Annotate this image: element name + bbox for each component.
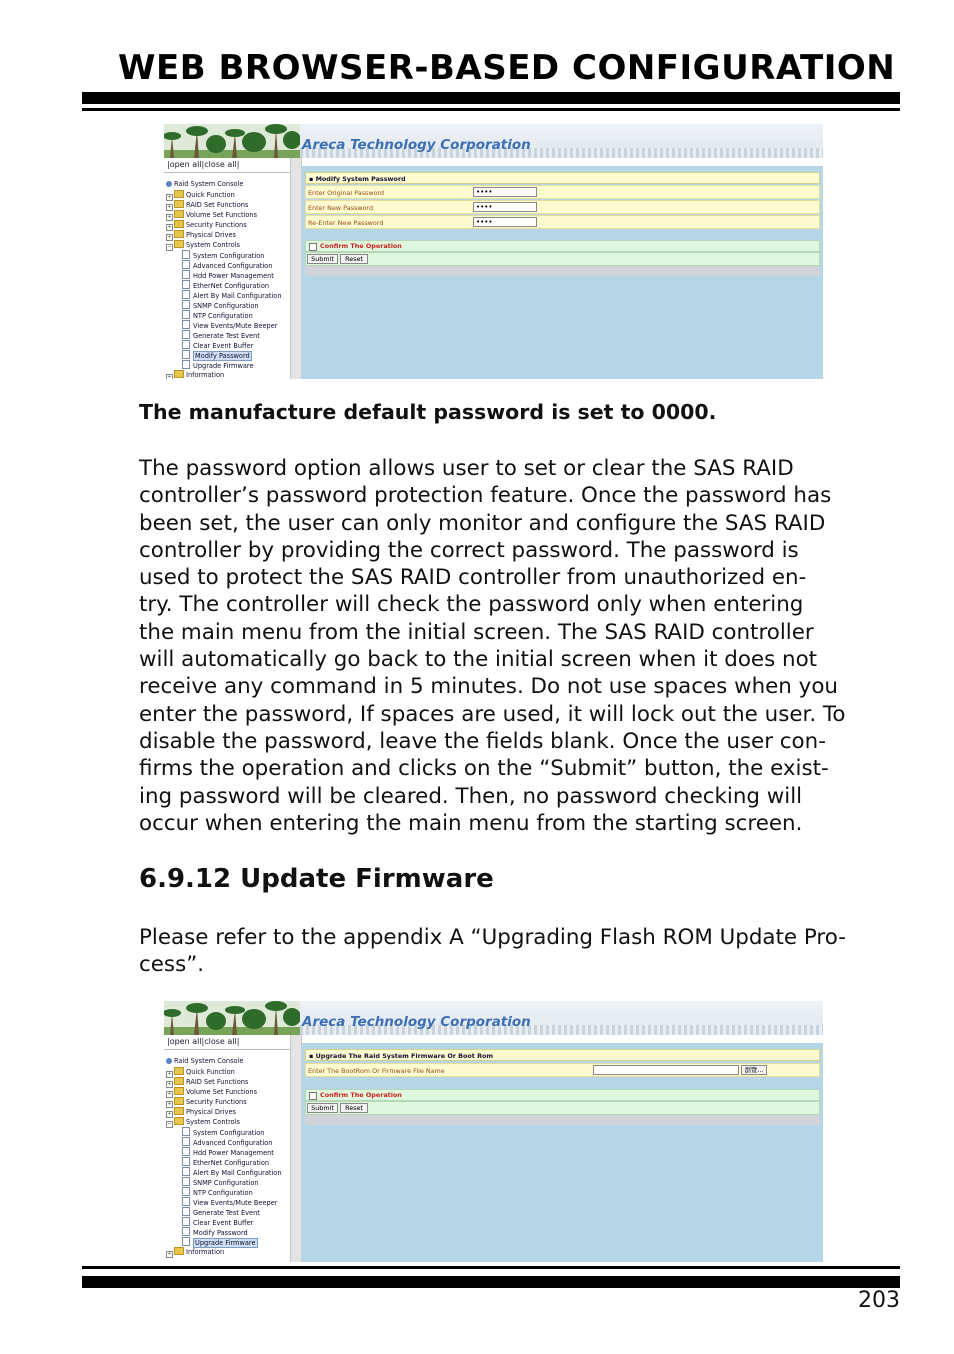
expand-icon: + (167, 1111, 172, 1117)
tree-item-security[interactable]: + Security Functions (167, 221, 247, 230)
confirm-checkbox[interactable] (309, 1092, 317, 1100)
folder-icon (174, 220, 184, 228)
tree-item-events[interactable]: View Events/Mute Beeper (182, 1197, 278, 1207)
tree-item-sysconfig[interactable]: System Configuration (182, 250, 264, 260)
tree-item-upgradefw[interactable]: Upgrade Firmware (182, 1237, 258, 1247)
header-rule-thin (82, 108, 900, 111)
expand-icon: + (167, 214, 172, 220)
expand-icon: + (167, 1101, 172, 1107)
page-icon (182, 300, 190, 309)
text-line: used to protect the SAS RAID controller from unauthorized en- (139, 565, 807, 591)
expand-icon: + (167, 374, 172, 379)
page-icon (182, 1237, 190, 1246)
tree-item-root[interactable]: Raid System Console (166, 180, 243, 188)
tree-item-syscontrols[interactable]: − System Controls (167, 241, 240, 250)
page-icon (182, 360, 190, 369)
firmware-file-input[interactable] (593, 1065, 739, 1075)
page-icon (182, 320, 190, 329)
content-divider (305, 266, 820, 276)
expand-icon: + (167, 234, 172, 240)
tree-item-hddpower[interactable]: Hdd Power Management (182, 1147, 274, 1157)
palm-trees-logo (164, 1001, 300, 1035)
page-icon (182, 1187, 190, 1196)
text-line: try. The controller will check the password only when entering (139, 592, 804, 618)
folder-icon (174, 200, 184, 208)
update-firmware-description (139, 924, 904, 979)
tree-item-testevent[interactable]: Generate Test Event (182, 1207, 260, 1217)
tree-item-snmp[interactable]: SNMP Configuration (182, 300, 259, 310)
field-label: Enter Original Password (308, 189, 385, 197)
page-icon (182, 250, 190, 259)
default-password-note: The manufacture default password is set to 0000. (139, 400, 717, 424)
page-icon (182, 1137, 190, 1146)
page-icon (182, 260, 190, 269)
page-number: 203 (858, 1288, 900, 1313)
expand-icon: + (167, 1091, 172, 1097)
tree-item-syscontrols[interactable]: − System Controls (167, 1118, 240, 1127)
expand-icon: + (167, 1071, 172, 1077)
palm-trees-logo (164, 124, 300, 158)
tree-item-information[interactable]: + Information (167, 371, 225, 379)
folder-icon (174, 190, 184, 198)
tree-item-ethernet[interactable]: EtherNet Configuration (182, 1157, 269, 1167)
frame-splitter[interactable] (290, 1035, 302, 1262)
tree-item-alertmail[interactable]: Alert By Mail Configuration (182, 290, 282, 300)
text-line: will automatically go back to the initial screen when it does not (139, 647, 818, 673)
reset-button[interactable]: Reset (340, 1103, 368, 1113)
content-frame (302, 158, 823, 379)
tree-item-ntp[interactable]: NTP Configuration (182, 310, 253, 320)
section-title: ▪ Modify System Password (305, 172, 820, 184)
page-icon (182, 1157, 190, 1166)
expand-icon: + (167, 204, 172, 210)
tree-item-clearevent[interactable]: Clear Event Buffer (182, 1217, 253, 1227)
tree-item-sysconfig[interactable]: System Configuration (182, 1127, 264, 1137)
text-line: Please refer to the appendix A “Upgrading Flash ROM Update Pro- (139, 925, 846, 950)
tree-item-alertmail[interactable]: Alert By Mail Configuration (182, 1167, 282, 1177)
folder-icon (174, 1077, 184, 1085)
footer-rule-thick (82, 1276, 900, 1288)
section-heading: 6.9.12 Update Firmware (139, 864, 494, 894)
expand-icon: + (167, 1251, 172, 1257)
page-icon (182, 340, 190, 349)
confirm-label: Confirm The Operation (320, 1091, 402, 1099)
text-line: ing password will be cleared. Then, no password checking will (139, 783, 803, 809)
folder-icon (174, 210, 184, 218)
field-label: Re-Enter New Password (308, 219, 384, 227)
collapse-icon: − (167, 1121, 172, 1127)
tree-divider (164, 172, 290, 173)
folder-icon (174, 1087, 184, 1095)
tree-item-physical[interactable]: + Physical Drives (167, 1108, 236, 1117)
tree-divider (164, 1049, 290, 1050)
tree-item-ntp[interactable]: NTP Configuration (182, 1187, 253, 1197)
tree-item-snmp[interactable]: SNMP Configuration (182, 1177, 259, 1187)
tree-item-advconfig[interactable]: Advanced Configuration (182, 1137, 272, 1147)
text-line: disable the password, leave the fields blank. Once the user con- (139, 728, 826, 754)
folder-icon (174, 230, 184, 238)
page-icon (182, 1167, 190, 1176)
tree-item-volumeset[interactable]: + Volume Set Functions (167, 1088, 258, 1097)
expand-icon: + (167, 224, 172, 230)
footer-rule-thin (82, 1266, 900, 1269)
header-rule-thick (82, 92, 900, 104)
tree-item-quick[interactable]: + Quick Function (167, 191, 235, 200)
browse-button[interactable]: 瀏覽... (741, 1065, 767, 1075)
submit-button[interactable]: Submit (307, 254, 338, 264)
tree-item-ethernet[interactable]: EtherNet Configuration (182, 280, 269, 290)
reenter-password-input[interactable]: •••• (473, 217, 537, 227)
new-password-input[interactable]: •••• (473, 202, 537, 212)
text-line: enter the password, If spaces are used, it will lock out the user. To (139, 701, 846, 727)
page-icon (182, 1227, 190, 1236)
tree-item-clearevent[interactable]: Clear Event Buffer (182, 340, 253, 350)
text-line: The password option allows user to set or clear the SAS RAID (139, 456, 794, 481)
expand-icon: + (167, 1081, 172, 1087)
corp-name: Areca Technology Corporation (302, 137, 531, 153)
tree-item-root[interactable]: Raid System Console (166, 1057, 243, 1065)
banner (164, 1001, 823, 1035)
page-icon (182, 1217, 190, 1226)
tree-item-security[interactable]: + Security Functions (167, 1098, 247, 1107)
text-line: been set, the user can only monitor and configure the SAS RAID (139, 510, 826, 536)
nav-tree (164, 158, 290, 379)
folder-icon (174, 1097, 184, 1105)
text-line: receive any command in 5 minutes. Do not use spaces when you (139, 674, 838, 700)
confirm-row (305, 1089, 820, 1101)
corp-name: Areca Technology Corporation (302, 1014, 531, 1030)
page-icon (182, 1147, 190, 1156)
field-label: Enter The BootRom Or Firmware File Name (308, 1067, 445, 1075)
text-line: cess”. (139, 952, 205, 978)
expand-icon: + (167, 194, 172, 200)
text-line: the main menu from the initial screen. The SAS RAID controller (139, 619, 814, 645)
text-line: controller by providing the correct password. The password is (139, 537, 799, 563)
page-icon (182, 270, 190, 279)
folder-icon (174, 1107, 184, 1115)
original-password-row (305, 185, 820, 199)
firmware-file-row (305, 1063, 820, 1077)
field-label: Enter New Password (308, 204, 374, 212)
password-description (139, 455, 904, 837)
tree-item-testevent[interactable]: Generate Test Event (182, 330, 260, 340)
collapse-icon: − (167, 244, 172, 250)
tree-item-information[interactable]: + Information (167, 1248, 225, 1257)
original-password-input[interactable]: •••• (473, 187, 537, 197)
open-close-all-link[interactable]: |open all|close all| (167, 160, 240, 169)
tree-item-upgradefw[interactable]: Upgrade Firmware (182, 360, 254, 370)
section-title: ▪ Upgrade The Raid System Firmware Or Boot Rom (305, 1049, 820, 1061)
content-divider (305, 1115, 820, 1125)
tree-item-modifypw[interactable]: Modify Password (182, 1227, 248, 1237)
text-line: firms the operation and clicks on the “Submit” button, the exist- (139, 756, 829, 782)
folder-icon (174, 1247, 184, 1255)
tree-item-modifypw[interactable]: Modify Password (182, 350, 252, 360)
reset-button[interactable]: Reset (340, 254, 368, 264)
screenshot-upgrade-firmware (164, 1001, 823, 1262)
content-top-margin (302, 1035, 823, 1043)
confirm-row (305, 240, 820, 252)
page-icon (182, 330, 190, 339)
reenter-password-row (305, 215, 820, 229)
tree-item-raidset[interactable]: + RAID Set Functions (167, 1078, 249, 1087)
page-icon (182, 280, 190, 289)
confirm-label: Confirm The Operation (320, 242, 402, 250)
tree-item-volumeset[interactable]: + Volume Set Functions (167, 211, 258, 220)
button-row (305, 1101, 820, 1115)
page-header-title: WEB BROWSER-BASED CONFIGURATION (118, 48, 896, 88)
page-icon (182, 1127, 190, 1136)
tree-item-advconfig[interactable]: Advanced Configuration (182, 260, 272, 270)
folder-open-icon (174, 240, 184, 248)
page-icon (182, 1197, 190, 1206)
nav-tree (164, 1035, 290, 1262)
page-icon (182, 350, 190, 359)
submit-button[interactable]: Submit (307, 1103, 338, 1113)
tree-item-physical[interactable]: + Physical Drives (167, 231, 236, 240)
folder-open-icon (174, 1117, 184, 1125)
folder-icon (174, 370, 184, 378)
tree-item-events[interactable]: View Events/Mute Beeper (182, 320, 278, 330)
confirm-checkbox[interactable] (309, 243, 317, 251)
page-icon (182, 1207, 190, 1216)
button-row (305, 252, 820, 266)
page-icon (182, 310, 190, 319)
content-frame (302, 1035, 823, 1262)
text-line: occur when entering the main menu from the starting screen. (139, 810, 803, 836)
tree-item-quick[interactable]: + Quick Function (167, 1068, 235, 1077)
content-top-margin (302, 158, 823, 166)
tree-item-raidset[interactable]: + RAID Set Functions (167, 201, 249, 210)
tree-item-hddpower[interactable]: Hdd Power Management (182, 270, 274, 280)
console-icon (166, 1058, 172, 1064)
new-password-row (305, 200, 820, 214)
frame-splitter[interactable] (290, 158, 302, 379)
page-icon (182, 290, 190, 299)
folder-icon (174, 1067, 184, 1075)
open-close-all-link[interactable]: |open all|close all| (167, 1037, 240, 1046)
page-icon (182, 1177, 190, 1186)
banner (164, 124, 823, 158)
text-line: controller’s password protection feature. Once the password has (139, 483, 832, 509)
console-icon (166, 181, 172, 187)
screenshot-modify-password (164, 124, 823, 379)
